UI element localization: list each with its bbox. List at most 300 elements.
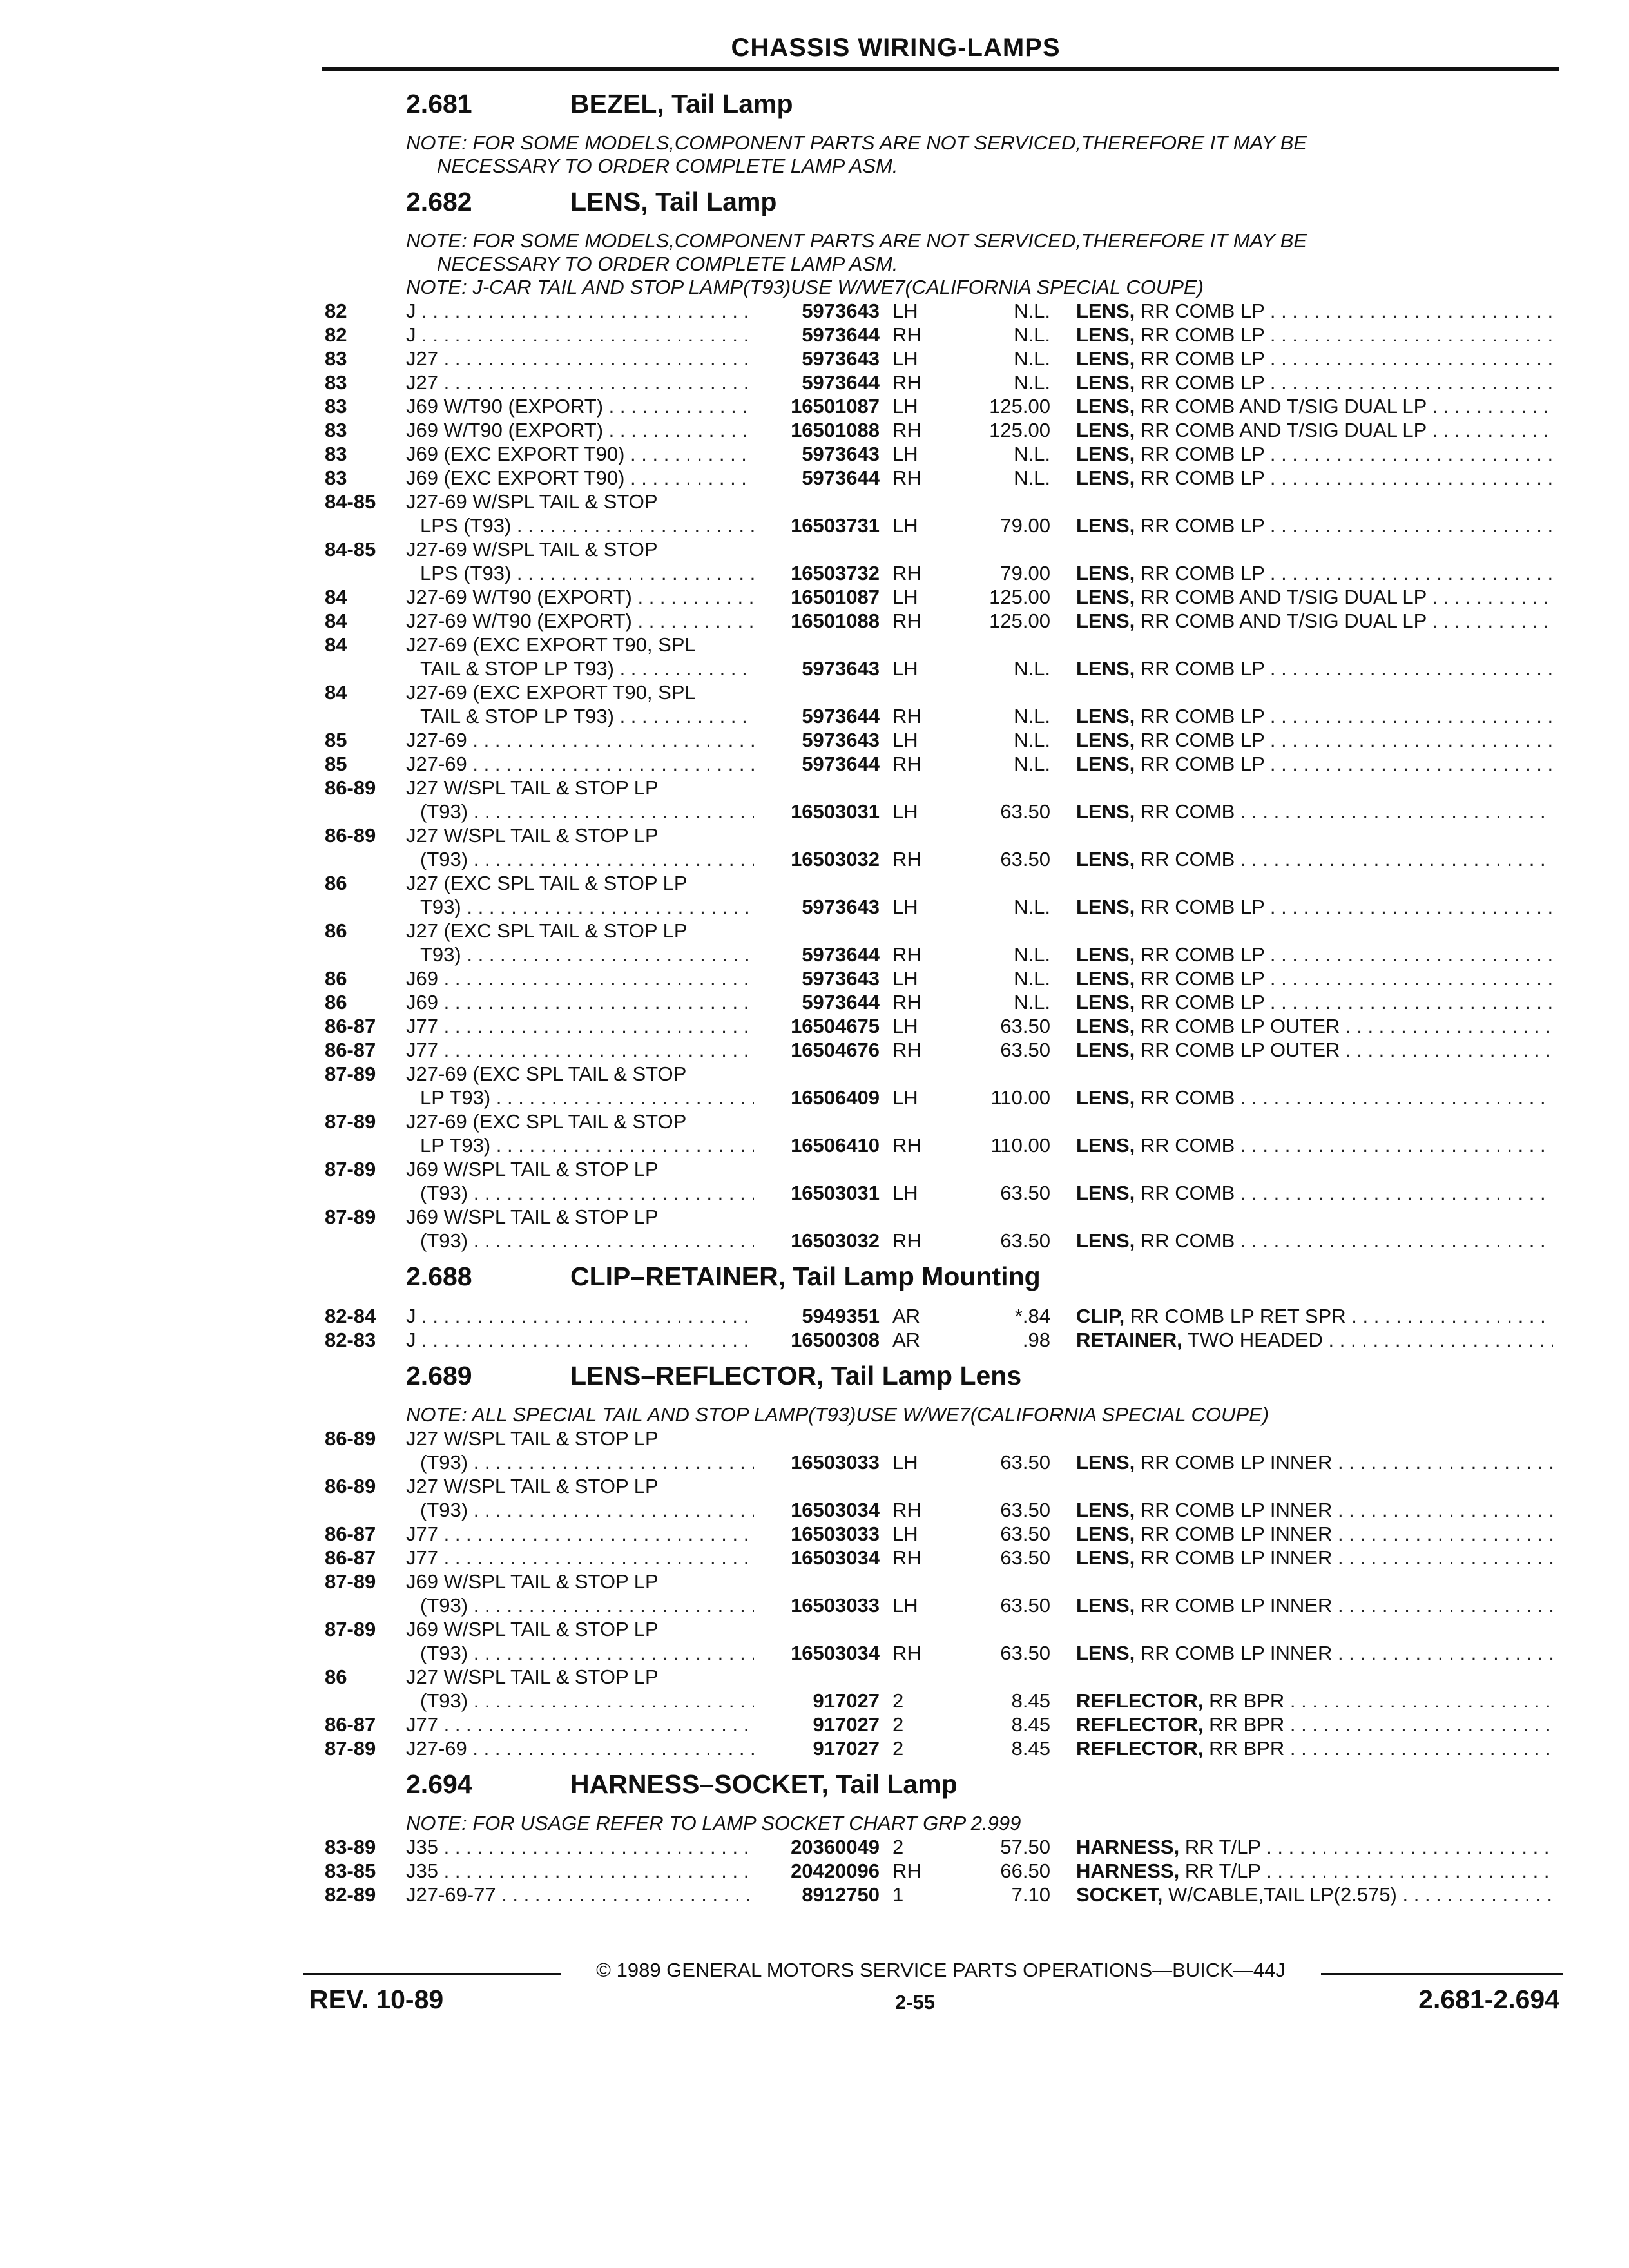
quantity: LH <box>892 300 918 322</box>
table-row <box>309 800 1572 823</box>
note-line: NOTE: FOR USAGE REFER TO LAMP SOCKET CHART GRP 2.999 <box>406 1812 1021 1834</box>
model-year: 87-89 <box>325 1206 376 1228</box>
part-name-noun: LENS, <box>1076 1499 1135 1521</box>
part-number: 5973643 <box>802 657 880 680</box>
description-text: J77 . . . <box>406 1015 754 1037</box>
description-text: (T93) . . . <box>420 848 754 870</box>
section-heading <box>309 1352 1572 1403</box>
list-price: N.L. <box>1014 466 1050 489</box>
quantity: LH <box>892 967 918 990</box>
table-row <box>309 1133 1572 1157</box>
model-description <box>406 1835 754 1859</box>
part-name <box>1076 299 1553 323</box>
table-row <box>309 1641 1572 1665</box>
list-price: 8.45 <box>1011 1737 1050 1760</box>
part-name-detail: RR COMB LP <box>1135 466 1265 489</box>
part-number: 917027 <box>813 1737 880 1760</box>
part-number: 8912750 <box>802 1883 880 1906</box>
part-name <box>1076 1736 1553 1760</box>
part-name-noun: LENS, <box>1076 1086 1135 1109</box>
part-name-detail: RR COMB LP <box>1135 896 1265 918</box>
description-text: (T93) . . . <box>420 1182 754 1204</box>
model-description <box>406 680 754 704</box>
quantity: 2 <box>892 1689 904 1712</box>
model-description <box>406 537 754 561</box>
part-name <box>1076 943 1553 966</box>
model-description <box>406 609 754 633</box>
part-name <box>1076 1038 1553 1062</box>
description-text: J35 . . . <box>406 1860 754 1882</box>
part-name <box>1076 418 1553 442</box>
part-name-noun: LENS, <box>1076 1229 1135 1252</box>
part-name-detail: RR COMB LP <box>1135 514 1265 537</box>
note-line: NOTE: FOR SOME MODELS,COMPONENT PARTS ARE NOT SERVICED,THEREFORE IT MAY BE <box>406 229 1307 252</box>
description-text: J69 W/SPL TAIL & STOP LP <box>406 1618 659 1640</box>
part-name-detail: RR COMB LP <box>1135 657 1265 680</box>
description-text: J . . . <box>406 300 754 322</box>
part-name <box>1076 704 1553 728</box>
part-name-noun: LENS, <box>1076 419 1135 441</box>
list-price: 66.50 <box>1000 1860 1050 1882</box>
table-row-continuation <box>309 490 1572 514</box>
list-price: N.L. <box>1014 729 1050 751</box>
model-year: 85 <box>325 753 347 775</box>
list-price: 125.00 <box>989 586 1050 608</box>
part-name-noun: HARNESS, <box>1076 1836 1180 1858</box>
part-name-noun: REFLECTOR, <box>1076 1737 1204 1760</box>
quantity: LH <box>892 347 918 370</box>
part-number: 917027 <box>813 1689 880 1712</box>
table-row <box>309 1328 1572 1352</box>
list-price: 57.50 <box>1000 1836 1050 1858</box>
description-text: J27 W/SPL TAIL & STOP LP <box>406 1427 659 1450</box>
part-name-detail: RR COMB LP INNER <box>1135 1523 1333 1545</box>
part-name-detail: RR BPR <box>1203 1689 1285 1712</box>
table-row <box>309 1086 1572 1110</box>
model-description <box>406 1427 754 1450</box>
table-row <box>309 1859 1572 1883</box>
model-description <box>406 776 754 800</box>
part-number: 5973644 <box>802 943 880 966</box>
model-description <box>406 394 754 418</box>
model-description <box>420 895 754 919</box>
description-text: (T93) . . . <box>420 1499 754 1521</box>
list-price: 63.50 <box>1000 1546 1050 1569</box>
part-name <box>1076 800 1553 823</box>
table-row <box>309 895 1572 919</box>
part-name-detail: RR COMB LP <box>1135 347 1265 370</box>
footer-divider-right <box>1321 1973 1563 1975</box>
part-name-noun: LENS, <box>1076 943 1135 966</box>
model-description <box>406 752 754 776</box>
list-price: 125.00 <box>989 395 1050 418</box>
note-line: NOTE: FOR SOME MODELS,COMPONENT PARTS ARE NOT SERVICED,THEREFORE IT MAY BE <box>406 131 1307 154</box>
part-name-noun: SOCKET, <box>1076 1883 1163 1906</box>
model-year: 84 <box>325 586 347 608</box>
part-number: 16504676 <box>791 1039 880 1061</box>
model-year: 86 <box>325 919 347 942</box>
description-text: (T93) . . . <box>420 1229 754 1252</box>
part-name-detail: RR COMB <box>1135 800 1235 823</box>
part-name-noun: LENS, <box>1076 657 1135 680</box>
model-description <box>420 1689 754 1713</box>
model-description <box>406 1110 754 1133</box>
list-price: N.L. <box>1014 657 1050 680</box>
model-description <box>406 1304 754 1328</box>
description-text: J77 . . . <box>406 1546 754 1569</box>
model-year: 83-85 <box>325 1860 376 1882</box>
section-note <box>309 1812 1572 1835</box>
part-name <box>1076 1689 1553 1713</box>
quantity: 1 <box>892 1883 904 1906</box>
part-name <box>1076 1641 1553 1665</box>
part-name-detail: RR COMB LP <box>1135 943 1265 966</box>
part-name-detail: RR COMB LP <box>1135 323 1265 346</box>
table-row-continuation <box>309 537 1572 561</box>
section-title: HARNESS–SOCKET, Tail Lamp <box>570 1769 958 1799</box>
list-price: *.84 <box>1014 1305 1050 1327</box>
list-price: 125.00 <box>989 610 1050 632</box>
model-description <box>406 585 754 609</box>
part-name-noun: LENS, <box>1076 514 1135 537</box>
part-number: 16501088 <box>791 610 880 632</box>
part-name-detail: RR COMB AND T/SIG DUAL LP <box>1135 419 1427 441</box>
model-description <box>406 1038 754 1062</box>
part-number: 16503033 <box>791 1451 880 1474</box>
part-name-noun: LENS, <box>1076 729 1135 751</box>
part-name-detail: RR COMB LP <box>1135 753 1265 775</box>
table-row-continuation <box>309 871 1572 895</box>
part-name <box>1076 728 1553 752</box>
quantity: LH <box>892 1594 918 1617</box>
part-name-detail: RR COMB LP <box>1135 562 1265 584</box>
model-year: 84 <box>325 681 347 704</box>
table-row <box>309 1713 1572 1736</box>
list-price: N.L. <box>1014 705 1050 727</box>
description-text: J69 . . . <box>406 967 754 990</box>
model-year: 86 <box>325 1666 347 1688</box>
description-text: J27-69 . . . <box>406 1737 754 1760</box>
page-number: 2-55 <box>894 1991 936 2013</box>
quantity: LH <box>892 657 918 680</box>
model-year: 86-89 <box>325 776 376 799</box>
model-description <box>406 323 754 347</box>
table-row <box>309 609 1572 633</box>
part-name-noun: LENS, <box>1076 1039 1135 1061</box>
table-row <box>309 1522 1572 1546</box>
quantity: RH <box>892 1546 921 1569</box>
part-name-noun: LENS, <box>1076 347 1135 370</box>
model-description <box>406 1883 754 1907</box>
model-year: 86 <box>325 967 347 990</box>
quantity: LH <box>892 443 918 465</box>
part-number: 5973644 <box>802 323 880 346</box>
description-text: J . . . <box>406 1305 754 1327</box>
model-description <box>420 800 754 823</box>
model-description <box>406 1617 754 1641</box>
quantity: RH <box>892 1039 921 1061</box>
table-row-continuation <box>309 680 1572 704</box>
description-text: LP T93) . . . <box>420 1086 754 1109</box>
part-name <box>1076 1133 1553 1157</box>
part-name-noun: LENS, <box>1076 371 1135 394</box>
part-name-noun: REFLECTOR, <box>1076 1689 1204 1712</box>
note-line: NOTE: J-CAR TAIL AND STOP LAMP(T93)USE W/WE7(CALIFORNIA SPECIAL COUPE) <box>406 276 1204 298</box>
model-year: 86-87 <box>325 1546 376 1569</box>
model-description <box>420 657 754 680</box>
part-number: 16503034 <box>791 1499 880 1521</box>
part-name <box>1076 847 1553 871</box>
part-name <box>1076 1859 1553 1883</box>
quantity: LH <box>892 896 918 918</box>
model-description <box>406 1546 754 1570</box>
description-text: J . . . <box>406 323 754 346</box>
table-row-continuation <box>309 776 1572 800</box>
model-description <box>420 704 754 728</box>
table-row <box>309 418 1572 442</box>
quantity: LH <box>892 586 918 608</box>
part-name <box>1076 1328 1553 1352</box>
model-year: 83 <box>325 443 347 465</box>
table-row-continuation <box>309 1570 1572 1593</box>
model-description <box>406 966 754 990</box>
part-name-detail: RR COMB LP <box>1135 443 1265 465</box>
quantity: RH <box>892 562 921 584</box>
section-number: 2.694 <box>406 1769 472 1799</box>
part-number: 5949351 <box>802 1305 880 1327</box>
description-text: J27 (EXC SPL TAIL & STOP LP <box>406 919 688 942</box>
description-text: J27-69 (EXC SPL TAIL & STOP <box>406 1110 687 1133</box>
part-name-noun: LENS, <box>1076 800 1135 823</box>
model-description <box>420 1229 754 1253</box>
table-row <box>309 1689 1572 1713</box>
model-description <box>406 1522 754 1546</box>
model-year: 86-89 <box>325 824 376 847</box>
list-price: 8.45 <box>1011 1689 1050 1712</box>
model-description <box>406 1859 754 1883</box>
part-name <box>1076 370 1553 394</box>
part-number: 16503034 <box>791 1642 880 1664</box>
quantity: LH <box>892 1086 918 1109</box>
part-name <box>1076 394 1553 418</box>
part-name-noun: CLIP, <box>1076 1305 1125 1327</box>
description-text: LP T93) . . . <box>420 1134 754 1157</box>
quantity: RH <box>892 610 921 632</box>
part-name <box>1076 1713 1553 1736</box>
part-name <box>1076 1835 1553 1859</box>
description-text: J27 W/SPL TAIL & STOP LP <box>406 1666 659 1688</box>
quantity: LH <box>892 1015 918 1037</box>
description-text: LPS (T93) . . . <box>420 562 754 584</box>
description-text: J27-69 W/SPL TAIL & STOP <box>406 538 658 561</box>
description-text: J69 W/T90 (EXPORT) . . . <box>406 419 754 441</box>
part-name-noun: LENS, <box>1076 967 1135 990</box>
list-price: 63.50 <box>1000 1642 1050 1664</box>
part-number: 5973643 <box>802 729 880 751</box>
model-year: 87-89 <box>325 1618 376 1640</box>
model-description <box>406 370 754 394</box>
part-number: 16503732 <box>791 562 880 584</box>
table-row <box>309 299 1572 323</box>
list-price: 63.50 <box>1000 1499 1050 1521</box>
footer-copyright: © 1989 GENERAL MOTORS SERVICE PARTS OPERATIONS—BUICK—44J <box>596 1959 1286 1981</box>
part-name-detail: RR COMB LP INNER <box>1135 1499 1333 1521</box>
part-name-detail: RR COMB <box>1135 1229 1235 1252</box>
list-price: 63.50 <box>1000 1229 1050 1252</box>
table-row <box>309 323 1572 347</box>
quantity: RH <box>892 1229 921 1252</box>
part-name <box>1076 966 1553 990</box>
description-text: J69 W/SPL TAIL & STOP LP <box>406 1206 659 1228</box>
quantity: RH <box>892 419 921 441</box>
part-name <box>1076 1498 1553 1522</box>
list-price: N.L. <box>1014 300 1050 322</box>
list-price: N.L. <box>1014 991 1050 1014</box>
table-row <box>309 728 1572 752</box>
part-name-detail: RR COMB LP INNER <box>1135 1594 1333 1617</box>
table-row <box>309 1450 1572 1474</box>
part-name-noun: LENS, <box>1076 1642 1135 1664</box>
part-number: 16501087 <box>791 586 880 608</box>
model-description <box>406 1328 754 1352</box>
table-row <box>309 1593 1572 1617</box>
table-row <box>309 466 1572 490</box>
part-number: 16504675 <box>791 1015 880 1037</box>
list-price: 125.00 <box>989 419 1050 441</box>
model-year: 84-85 <box>325 490 376 513</box>
part-name-noun: LENS, <box>1076 610 1135 632</box>
description-text: J27-69 W/SPL TAIL & STOP <box>406 490 658 513</box>
model-description <box>420 1181 754 1205</box>
part-name <box>1076 561 1553 585</box>
model-description <box>406 1665 754 1689</box>
part-name <box>1076 1883 1553 1907</box>
part-name-detail: RR COMB AND T/SIG DUAL LP <box>1135 395 1427 418</box>
quantity: 2 <box>892 1737 904 1760</box>
quantity: RH <box>892 991 921 1014</box>
part-name <box>1076 442 1553 466</box>
part-name-detail: RR T/LP <box>1179 1860 1261 1882</box>
description-text: J27-69 (EXC SPL TAIL & STOP <box>406 1062 687 1085</box>
description-text: J27-69 (EXC EXPORT T90, SPL <box>406 681 696 704</box>
part-name-detail: RR COMB <box>1135 1182 1235 1204</box>
part-name-detail: RR BPR <box>1203 1713 1285 1736</box>
part-number: 5973643 <box>802 347 880 370</box>
part-name-noun: LENS, <box>1076 705 1135 727</box>
quantity: RH <box>892 1134 921 1157</box>
section-heading <box>309 80 1572 131</box>
part-number: 16501088 <box>791 419 880 441</box>
table-row-continuation <box>309 1474 1572 1498</box>
note-line: NOTE: ALL SPECIAL TAIL AND STOP LAMP(T93)USE W/WE7(CALIFORNIA SPECIAL COUPE) <box>406 1403 1269 1426</box>
list-price: N.L. <box>1014 347 1050 370</box>
model-year: 82 <box>325 323 347 346</box>
part-number: 5973643 <box>802 967 880 990</box>
list-price: 79.00 <box>1000 562 1050 584</box>
list-price: 110.00 <box>990 1086 1050 1109</box>
description-text: (T93) . . . <box>420 1642 754 1664</box>
model-year: 82-83 <box>325 1329 376 1351</box>
part-name <box>1076 514 1553 537</box>
quantity: LH <box>892 514 918 537</box>
model-description <box>406 990 754 1014</box>
model-description <box>406 299 754 323</box>
part-name <box>1076 609 1553 633</box>
model-year: 82 <box>325 300 347 322</box>
part-name-noun: LENS, <box>1076 1182 1135 1204</box>
table-row <box>309 1181 1572 1205</box>
description-text: J69 (EXC EXPORT T90) . . . <box>406 466 754 489</box>
table-row <box>309 1038 1572 1062</box>
description-text: J77 . . . <box>406 1713 754 1736</box>
quantity: RH <box>892 705 921 727</box>
part-name <box>1076 1086 1553 1110</box>
model-year: 84 <box>325 610 347 632</box>
model-year: 82-84 <box>325 1305 376 1327</box>
list-price: 63.50 <box>1000 1523 1050 1545</box>
quantity: 2 <box>892 1836 904 1858</box>
part-name <box>1076 752 1553 776</box>
description-text: (T93) . . . <box>420 1451 754 1474</box>
model-year: 84 <box>325 633 347 656</box>
revision-label: REV. 10-89 <box>309 1984 444 2014</box>
quantity: RH <box>892 323 921 346</box>
model-year: 86 <box>325 872 347 894</box>
model-description <box>406 1570 754 1593</box>
model-description <box>406 1062 754 1086</box>
description-text: TAIL & STOP LP T93) . . . <box>420 705 754 727</box>
description-text: T93) . . . <box>420 896 754 918</box>
quantity: RH <box>892 1499 921 1521</box>
part-name-noun: LENS, <box>1076 1546 1135 1569</box>
description-text: J27 . . . <box>406 347 754 370</box>
section-number: 2.688 <box>406 1262 472 1291</box>
model-description <box>420 943 754 966</box>
list-price: 63.50 <box>1000 1182 1050 1204</box>
part-name-detail: RR COMB AND T/SIG DUAL LP <box>1135 610 1427 632</box>
list-price: N.L. <box>1014 896 1050 918</box>
parts-listing <box>309 80 1572 1907</box>
footer-divider-left <box>303 1973 561 1975</box>
description-text: J27-69-77 . . . <box>406 1883 754 1906</box>
part-name-detail: RR COMB LP OUTER <box>1135 1039 1340 1061</box>
part-name-noun: LENS, <box>1076 586 1135 608</box>
part-name-detail: TWO HEADED <box>1182 1329 1323 1351</box>
model-description <box>420 561 754 585</box>
page-title: CHASSIS WIRING-LAMPS <box>731 34 1061 62</box>
table-row-continuation <box>309 823 1572 847</box>
part-name-detail: RR COMB LP INNER <box>1135 1642 1333 1664</box>
table-row <box>309 370 1572 394</box>
table-row <box>309 347 1572 370</box>
part-name-detail: RR COMB <box>1135 848 1235 870</box>
section-title: LENS–REFLECTOR, Tail Lamp Lens <box>570 1361 1022 1390</box>
part-name-noun: LENS, <box>1076 1523 1135 1545</box>
description-text: J . . . <box>406 1329 754 1351</box>
model-year: 87-89 <box>325 1062 376 1085</box>
model-description <box>406 490 754 514</box>
part-name-detail: RR COMB AND T/SIG DUAL LP <box>1135 586 1427 608</box>
quantity: RH <box>892 848 921 870</box>
part-name-noun: LENS, <box>1076 753 1135 775</box>
part-name-detail: RR COMB LP INNER <box>1135 1546 1333 1569</box>
description-text: TAIL & STOP LP T93) . . . <box>420 657 754 680</box>
quantity: RH <box>892 466 921 489</box>
section-range: 2.681-2.694 <box>1418 1984 1559 2014</box>
section-note <box>309 1403 1572 1427</box>
part-number: 16506410 <box>791 1134 880 1157</box>
part-name-detail: RR COMB <box>1135 1134 1235 1157</box>
